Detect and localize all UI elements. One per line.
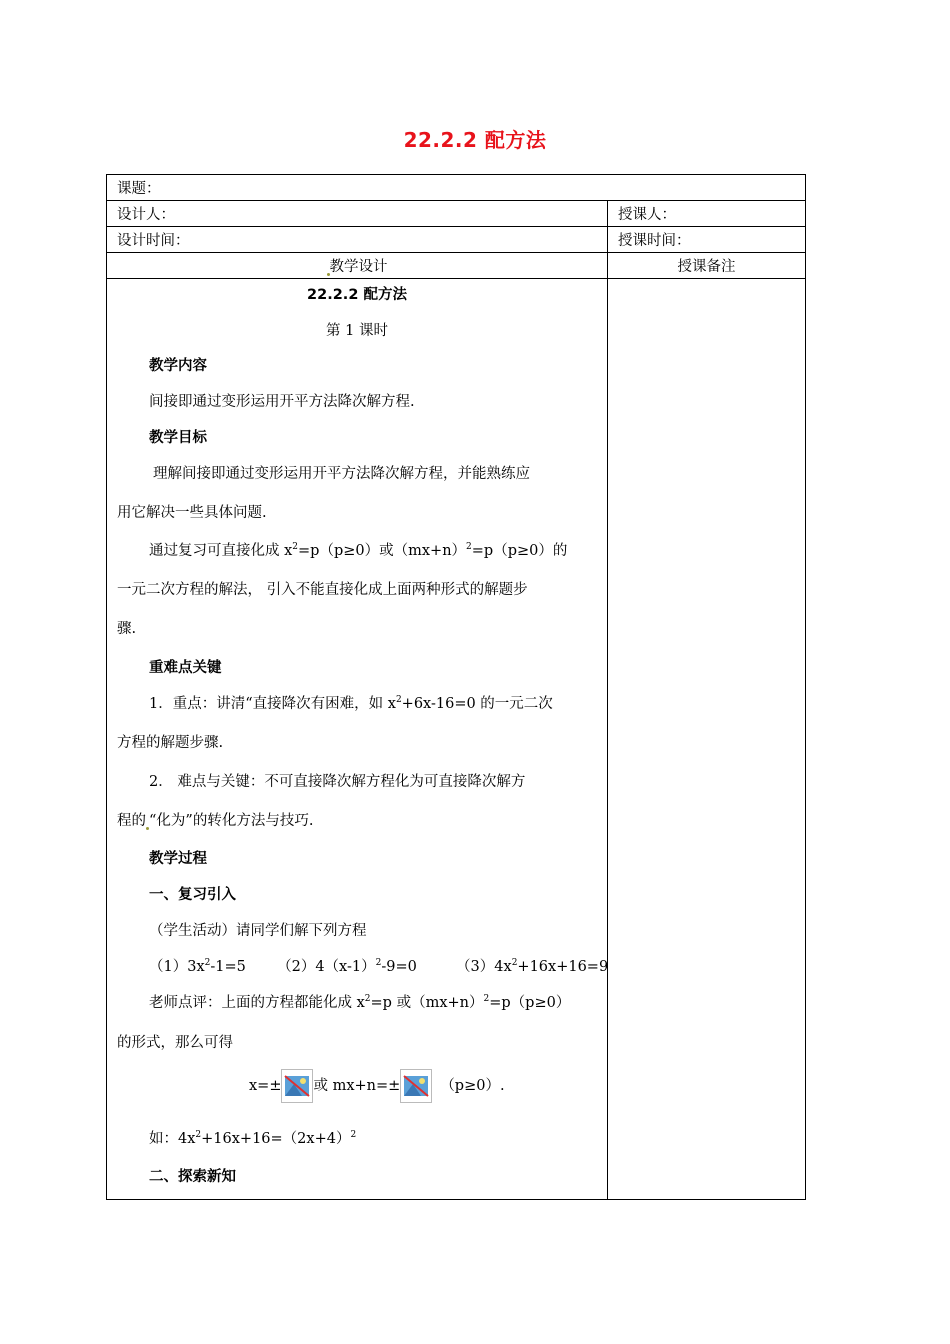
paragraph-goal-2c: 骤.: [117, 621, 137, 637]
equation-2: $(2)4(x-1)^2-9=0$: [277, 958, 417, 975]
heading-content: 教学内容: [149, 358, 207, 374]
section-subtitle: 22.2.2 配方法: [307, 287, 407, 303]
paragraph-goal-1a: 理解间接即通过变形运用开平方法降次解方程，并能熟练应: [153, 466, 530, 482]
equation-3: $(3)4x^2+16x+16=9$: [456, 958, 609, 975]
design-column-header: 教学设计: [107, 253, 608, 279]
paragraph-key-2a: 2． 难点与关键：不可直接降次解方程化为可直接降次解方: [149, 774, 526, 790]
paragraph-key-1b: 方程的解题步骤.: [117, 735, 224, 751]
teach-time-label: 授课时间：: [608, 227, 806, 253]
design-content-cell: [107, 279, 608, 1200]
heading-goal: 教学目标: [149, 430, 207, 446]
equation-list: [149, 955, 649, 976]
heading-process: 教学过程: [149, 851, 207, 867]
notes-content-cell: [608, 279, 806, 1200]
lesson-number: 第 1 课时: [326, 323, 388, 339]
equation-1: $(1)3x^2-1=5$: [149, 958, 246, 975]
paragraph-activity: （学生活动）请同学们解下列方程: [149, 923, 367, 939]
paragraph-goal-2b: 一元二次方程的解法， 引入不能直接化成上面两种形式的解题步: [117, 582, 528, 598]
paragraph-comment-1: 老师点评：上面的方程都能化成 $x^2=p$ 或$(mx+n)^2=p(p\ge 0)$: [149, 994, 571, 1011]
sqrt-image-icon: [400, 1069, 432, 1103]
example-line: 如：$4x^2+16x+16=(2x+4)^2$: [149, 1130, 357, 1147]
paragraph-key-1a: 1．重点：讲清“直接降次有困难，如 $x^2+6x-16=0$ 的一元二次: [149, 695, 553, 712]
teacher-label: 授课人：: [608, 201, 806, 227]
sqrt-image-icon: [281, 1069, 313, 1103]
paragraph-goal-1b: 用它解决一些具体问题.: [117, 505, 267, 521]
heading-key: 重难点关键: [149, 660, 222, 676]
heading-review: 一、复习引入: [149, 887, 236, 903]
page-title: 22.2.2 配方法: [403, 128, 547, 152]
lesson-plan-table: [106, 174, 806, 1200]
solution-formula: x=± 或 mx+n=± （p≥0）.: [249, 1069, 749, 1103]
paragraph-comment-2: 的形式，那么可得: [117, 1035, 233, 1051]
designer-label: 设计人：: [107, 201, 608, 227]
topic-label: 课题：: [107, 175, 806, 201]
heading-explore: 二、探索新知: [149, 1169, 236, 1185]
paragraph-goal-2a: 通过复习可直接化成 $x^2=p(p\ge 0)$或$(mx+n)^2=p(p\ge 0)$的: [149, 542, 568, 559]
notes-column-header: 授课备注: [608, 253, 806, 279]
paragraph-content: 间接即通过变形运用开平方法降次解方程.: [149, 394, 415, 410]
paragraph-key-2b: 程的 “化为”的转化方法与技巧.: [117, 813, 314, 829]
design-time-label: 设计时间：: [107, 227, 608, 253]
